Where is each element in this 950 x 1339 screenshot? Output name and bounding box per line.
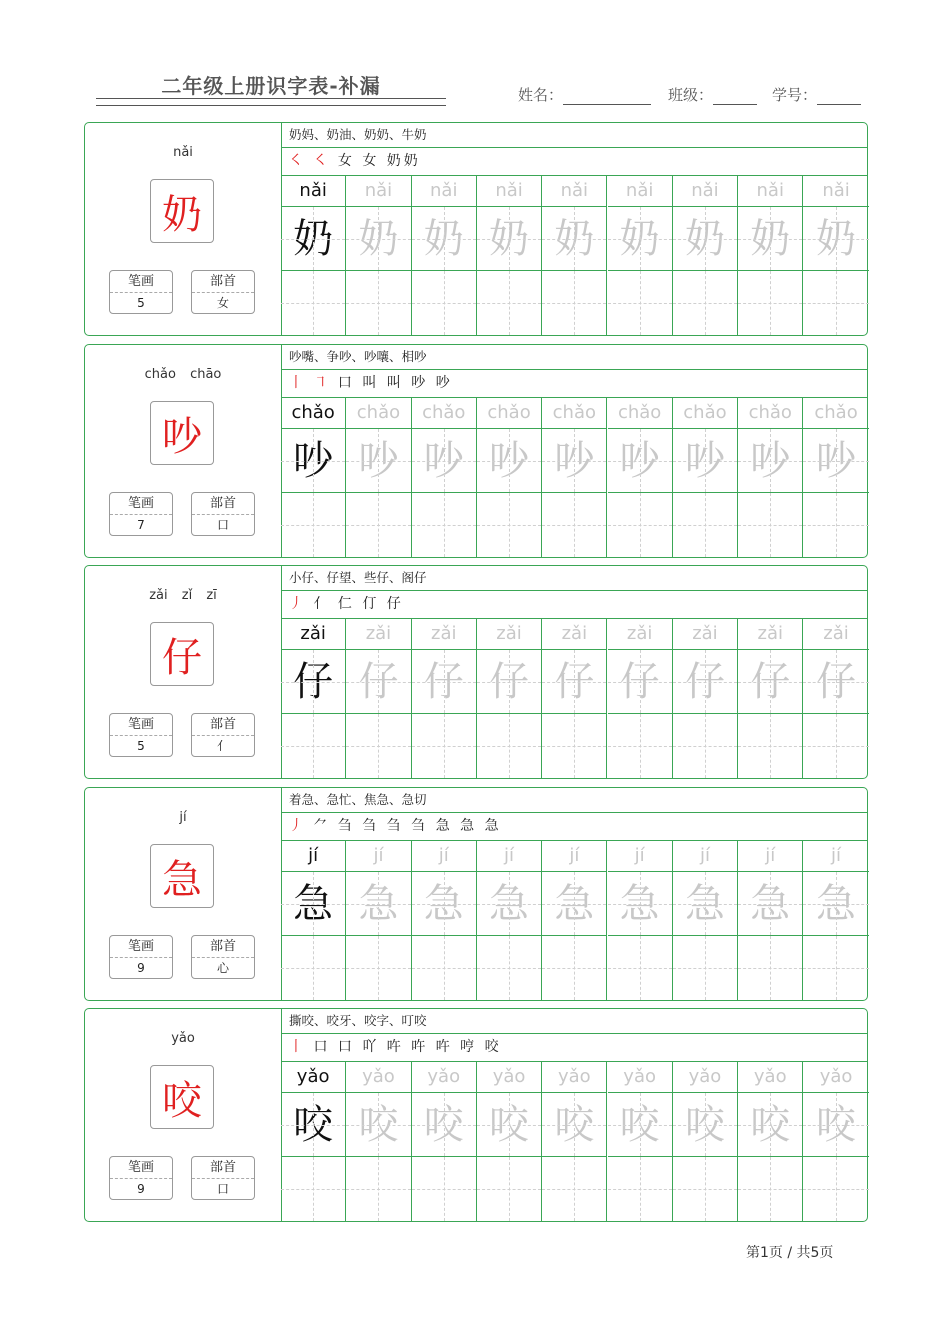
character-info-panel: [85, 788, 282, 1000]
example-words: 着急、急忙、焦急、急切: [281, 788, 867, 813]
radical-box: [191, 270, 255, 314]
character-trace-cell[interactable]: 仔: [673, 650, 738, 714]
pinyin-trace-cell[interactable]: nǎi: [346, 175, 411, 207]
blank-practice-cell[interactable]: [281, 1157, 346, 1221]
character-info-panel: [85, 345, 282, 557]
example-words: 吵嘴、争吵、吵嚷、相吵: [281, 345, 867, 370]
character-trace-cell[interactable]: 吵: [673, 429, 738, 493]
stroke-order: [281, 812, 867, 841]
character-trace-cell[interactable]: 急: [477, 872, 542, 936]
radical-value: 女: [216, 296, 229, 310]
stroke-order-rest: 女 女 奶奶: [337, 153, 421, 169]
character-trace-cell[interactable]: 急: [542, 872, 607, 936]
stroke-count-box: [109, 492, 173, 536]
character-model-cell: 急: [281, 872, 346, 936]
pinyin-trace-cell[interactable]: yǎo: [803, 1061, 868, 1093]
character-trace-cell[interactable]: 仔: [738, 650, 803, 714]
blank-practice-cell[interactable]: [477, 271, 542, 335]
character-trace-cell[interactable]: 急: [803, 872, 868, 936]
radical-label: 部首: [192, 493, 254, 515]
character-pinyin: jí: [179, 810, 187, 825]
stroke-count-box: [109, 713, 173, 757]
blank-practice-cell[interactable]: [738, 271, 803, 335]
character-display: 仔: [150, 622, 214, 686]
practice-grid: [281, 397, 867, 557]
pinyin-trace-cell[interactable]: nǎi: [608, 175, 673, 207]
character-trace-cell[interactable]: 咬: [608, 1093, 673, 1157]
pinyin-trace-cell[interactable]: yǎo: [673, 1061, 738, 1093]
blank-practice-cell[interactable]: [608, 714, 673, 778]
student-number-blank[interactable]: [817, 90, 861, 105]
blank-practice-cell[interactable]: [608, 493, 673, 557]
blank-practice-cell[interactable]: [477, 493, 542, 557]
character-trace-cell[interactable]: 奶: [542, 207, 607, 271]
character-trace-cell[interactable]: 急: [346, 872, 411, 936]
pinyin-model-cell: zǎi: [281, 618, 346, 650]
page-header: [0, 70, 950, 110]
stroke-order: [281, 147, 867, 176]
blank-practice-cell[interactable]: [673, 1157, 738, 1221]
character-trace-cell[interactable]: 咬: [477, 1093, 542, 1157]
pinyin-trace-cell[interactable]: chǎo: [738, 397, 803, 429]
character-trace-cell[interactable]: 仔: [608, 650, 673, 714]
example-words: 小仔、仔望、些仔、阁仔: [281, 566, 867, 591]
pinyin-trace-cell[interactable]: zǎi: [412, 618, 477, 650]
character-block: [84, 787, 868, 1001]
character-model-cell: 仔: [281, 650, 346, 714]
character-trace-cell[interactable]: 奶: [673, 207, 738, 271]
character-trace-cell[interactable]: 急: [412, 872, 477, 936]
stroke-count-box: [109, 270, 173, 314]
blank-practice-cell[interactable]: [542, 271, 607, 335]
character-trace-cell[interactable]: 急: [673, 872, 738, 936]
name-field[interactable]: [518, 84, 651, 105]
character-trace-cell[interactable]: 咬: [673, 1093, 738, 1157]
title-underline: [96, 98, 446, 106]
character-info-panel: [85, 1009, 282, 1221]
blank-practice-cell[interactable]: [673, 493, 738, 557]
character-trace-cell[interactable]: 仔: [542, 650, 607, 714]
stroke-count-value: 9: [137, 961, 145, 975]
practice-grid: [281, 1061, 867, 1221]
character-trace-cell[interactable]: 奶: [346, 207, 411, 271]
blank-practice-cell[interactable]: [346, 936, 411, 1000]
stroke-count-label: 笔画: [110, 493, 172, 515]
pinyin-trace-cell[interactable]: jí: [412, 840, 477, 872]
stroke-count-label: 笔画: [110, 271, 172, 293]
radical-box: [191, 935, 255, 979]
stroke-count-value: 9: [137, 1182, 145, 1196]
stroke-order-rest: 口 口 吖 吘 吘 吘 哼 咬: [313, 1039, 502, 1055]
blank-practice-cell[interactable]: [281, 714, 346, 778]
blank-practice-cell[interactable]: [346, 493, 411, 557]
stroke-count-label: 笔画: [110, 936, 172, 958]
example-words: 撕咬、咬牙、咬字、叮咬: [281, 1009, 867, 1034]
blank-practice-cell[interactable]: [608, 1157, 673, 1221]
pinyin-trace-cell[interactable]: yǎo: [608, 1061, 673, 1093]
page-number: 第1页 / 共5页: [746, 1245, 834, 1261]
pinyin-trace-cell[interactable]: jí: [346, 840, 411, 872]
blank-practice-cell[interactable]: [281, 271, 346, 335]
class-blank[interactable]: [713, 90, 757, 105]
stroke-count-box: [109, 1156, 173, 1200]
blank-practice-cell[interactable]: [412, 714, 477, 778]
character-block: [84, 122, 868, 336]
character-pinyin: yǎo: [171, 1031, 195, 1046]
radical-value: 心: [216, 961, 229, 975]
practice-grid: [281, 840, 867, 1000]
character-trace-cell[interactable]: 吵: [738, 429, 803, 493]
character-model-cell: 奶: [281, 207, 346, 271]
stroke-order-first: 丿: [289, 818, 306, 834]
pinyin-model-cell: yǎo: [281, 1061, 346, 1093]
stroke-count-value: 5: [137, 739, 145, 753]
pinyin-trace-cell[interactable]: yǎo: [346, 1061, 411, 1093]
character-block: [84, 344, 868, 558]
blank-practice-cell[interactable]: [738, 1157, 803, 1221]
pinyin-trace-cell[interactable]: nǎi: [673, 175, 738, 207]
pinyin-trace-cell[interactable]: jí: [608, 840, 673, 872]
radical-label: 部首: [192, 271, 254, 293]
pinyin-trace-cell[interactable]: chǎo: [412, 397, 477, 429]
pinyin-trace-cell[interactable]: zǎi: [477, 618, 542, 650]
character-trace-cell[interactable]: 吵: [346, 429, 411, 493]
stroke-order: [281, 590, 867, 619]
stroke-order-first: 丿: [289, 596, 306, 612]
character-trace-cell[interactable]: 咬: [412, 1093, 477, 1157]
blank-practice-cell[interactable]: [346, 714, 411, 778]
character-model-cell: 咬: [281, 1093, 346, 1157]
character-pinyin: zǎi zǐ zī: [149, 588, 217, 603]
name-label: 姓名：: [518, 86, 564, 104]
blank-practice-cell[interactable]: [738, 714, 803, 778]
page-title: 二年级上册识字表-补漏: [161, 74, 381, 98]
pinyin-model-cell: jí: [281, 840, 346, 872]
pinyin-trace-cell[interactable]: jí: [542, 840, 607, 872]
blank-practice-cell[interactable]: [412, 936, 477, 1000]
character-trace-cell[interactable]: 吵: [477, 429, 542, 493]
blank-practice-cell[interactable]: [346, 1157, 411, 1221]
radical-box: [191, 492, 255, 536]
class-field[interactable]: [668, 84, 757, 105]
blank-practice-cell[interactable]: [738, 936, 803, 1000]
practice-grid: [281, 618, 867, 778]
character-trace-cell[interactable]: 奶: [608, 207, 673, 271]
stroke-count-label: 笔画: [110, 714, 172, 736]
character-trace-cell[interactable]: 咬: [346, 1093, 411, 1157]
blank-practice-cell[interactable]: [803, 714, 868, 778]
class-label: 班级：: [668, 86, 714, 104]
pinyin-trace-cell[interactable]: jí: [673, 840, 738, 872]
radical-value: 口: [216, 1182, 229, 1196]
character-display: 急: [150, 844, 214, 908]
stroke-order-first: ㇛ ㇛: [289, 153, 331, 169]
character-trace-cell[interactable]: 吵: [608, 429, 673, 493]
blank-practice-cell[interactable]: [542, 714, 607, 778]
character-block: [84, 565, 868, 779]
stroke-order-first: 丨 ㇕: [289, 375, 331, 391]
character-trace-cell[interactable]: 吵: [542, 429, 607, 493]
pinyin-trace-cell[interactable]: zǎi: [608, 618, 673, 650]
blank-practice-cell[interactable]: [738, 493, 803, 557]
pinyin-model-cell: nǎi: [281, 175, 346, 207]
pinyin-trace-cell[interactable]: nǎi: [412, 175, 477, 207]
pinyin-trace-cell[interactable]: yǎo: [738, 1061, 803, 1093]
character-pinyin: nǎi: [173, 145, 193, 160]
radical-value: 亻: [216, 739, 229, 753]
pinyin-trace-cell[interactable]: chǎo: [608, 397, 673, 429]
pinyin-trace-cell[interactable]: nǎi: [542, 175, 607, 207]
blank-practice-cell[interactable]: [477, 1157, 542, 1221]
pinyin-trace-cell[interactable]: chǎo: [673, 397, 738, 429]
stroke-order-first: 丨: [289, 1039, 306, 1055]
blank-practice-cell[interactable]: [803, 936, 868, 1000]
character-model-cell: 吵: [281, 429, 346, 493]
character-trace-cell[interactable]: 咬: [542, 1093, 607, 1157]
character-trace-cell[interactable]: 奶: [738, 207, 803, 271]
blank-practice-cell[interactable]: [542, 493, 607, 557]
stroke-order-rest: ⺈ 刍 刍 刍 刍 急 急 急: [313, 818, 502, 834]
character-trace-cell[interactable]: 咬: [738, 1093, 803, 1157]
pinyin-trace-cell[interactable]: jí: [803, 840, 868, 872]
student-number-label: 学号：: [772, 86, 818, 104]
character-info-panel: [85, 566, 282, 778]
blank-practice-cell[interactable]: [803, 493, 868, 557]
character-display: 咬: [150, 1065, 214, 1129]
pinyin-trace-cell[interactable]: chǎo: [803, 397, 868, 429]
pinyin-model-cell: chǎo: [281, 397, 346, 429]
character-trace-cell[interactable]: 仔: [412, 650, 477, 714]
pinyin-trace-cell[interactable]: zǎi: [738, 618, 803, 650]
radical-label: 部首: [192, 936, 254, 958]
blank-practice-cell[interactable]: [542, 1157, 607, 1221]
blank-practice-cell[interactable]: [673, 271, 738, 335]
character-trace-cell[interactable]: 咬: [803, 1093, 868, 1157]
character-pinyin: chǎo chāo: [144, 367, 222, 382]
character-trace-cell[interactable]: 吵: [803, 429, 868, 493]
stroke-order-rest: 亻 仁 仃 仔: [313, 596, 404, 612]
blank-practice-cell[interactable]: [281, 936, 346, 1000]
character-display: 奶: [150, 179, 214, 243]
character-trace-cell[interactable]: 急: [608, 872, 673, 936]
blank-practice-cell[interactable]: [608, 271, 673, 335]
pinyin-trace-cell[interactable]: nǎi: [477, 175, 542, 207]
blank-practice-cell[interactable]: [412, 271, 477, 335]
blank-practice-cell[interactable]: [542, 936, 607, 1000]
stroke-count-value: 7: [137, 518, 145, 532]
pinyin-trace-cell[interactable]: chǎo: [542, 397, 607, 429]
pinyin-trace-cell[interactable]: zǎi: [346, 618, 411, 650]
radical-box: [191, 713, 255, 757]
stroke-order: [281, 369, 867, 398]
pinyin-trace-cell[interactable]: zǎi: [803, 618, 868, 650]
stroke-order: [281, 1033, 867, 1062]
example-words: 奶妈、奶油、奶奶、牛奶: [281, 123, 867, 148]
character-info-panel: [85, 123, 282, 335]
pinyin-trace-cell[interactable]: nǎi: [803, 175, 868, 207]
blank-practice-cell[interactable]: [412, 493, 477, 557]
character-trace-cell[interactable]: 仔: [477, 650, 542, 714]
blank-practice-cell[interactable]: [803, 271, 868, 335]
pinyin-trace-cell[interactable]: nǎi: [738, 175, 803, 207]
blank-practice-cell[interactable]: [412, 1157, 477, 1221]
stroke-count-label: 笔画: [110, 1157, 172, 1179]
stroke-count-value: 5: [137, 296, 145, 310]
blank-practice-cell[interactable]: [346, 271, 411, 335]
pinyin-trace-cell[interactable]: yǎo: [477, 1061, 542, 1093]
pinyin-trace-cell[interactable]: chǎo: [477, 397, 542, 429]
blank-practice-cell[interactable]: [673, 936, 738, 1000]
pinyin-trace-cell[interactable]: chǎo: [346, 397, 411, 429]
character-trace-cell[interactable]: 急: [738, 872, 803, 936]
name-blank[interactable]: [563, 90, 651, 105]
pinyin-trace-cell[interactable]: yǎo: [412, 1061, 477, 1093]
blank-practice-cell[interactable]: [673, 714, 738, 778]
pinyin-trace-cell[interactable]: jí: [477, 840, 542, 872]
character-trace-cell[interactable]: 仔: [346, 650, 411, 714]
practice-grid: [281, 175, 867, 335]
stroke-count-box: [109, 935, 173, 979]
stroke-order-rest: 口 叫 叫 吵 吵: [337, 375, 453, 391]
character-block: [84, 1008, 868, 1222]
pinyin-trace-cell[interactable]: jí: [738, 840, 803, 872]
blank-practice-cell[interactable]: [477, 936, 542, 1000]
character-trace-cell[interactable]: 仔: [803, 650, 868, 714]
character-trace-cell[interactable]: 吵: [412, 429, 477, 493]
pinyin-trace-cell[interactable]: yǎo: [542, 1061, 607, 1093]
character-trace-cell[interactable]: 奶: [412, 207, 477, 271]
radical-value: 口: [216, 518, 229, 532]
blank-practice-cell[interactable]: [477, 714, 542, 778]
blank-practice-cell[interactable]: [608, 936, 673, 1000]
blank-practice-cell[interactable]: [281, 493, 346, 557]
character-trace-cell[interactable]: 奶: [803, 207, 868, 271]
pinyin-trace-cell[interactable]: zǎi: [673, 618, 738, 650]
blank-practice-cell[interactable]: [803, 1157, 868, 1221]
character-display: 吵: [150, 401, 214, 465]
character-trace-cell[interactable]: 奶: [477, 207, 542, 271]
radical-label: 部首: [192, 1157, 254, 1179]
radical-label: 部首: [192, 714, 254, 736]
pinyin-trace-cell[interactable]: zǎi: [542, 618, 607, 650]
radical-box: [191, 1156, 255, 1200]
student-number-field[interactable]: [772, 84, 861, 105]
